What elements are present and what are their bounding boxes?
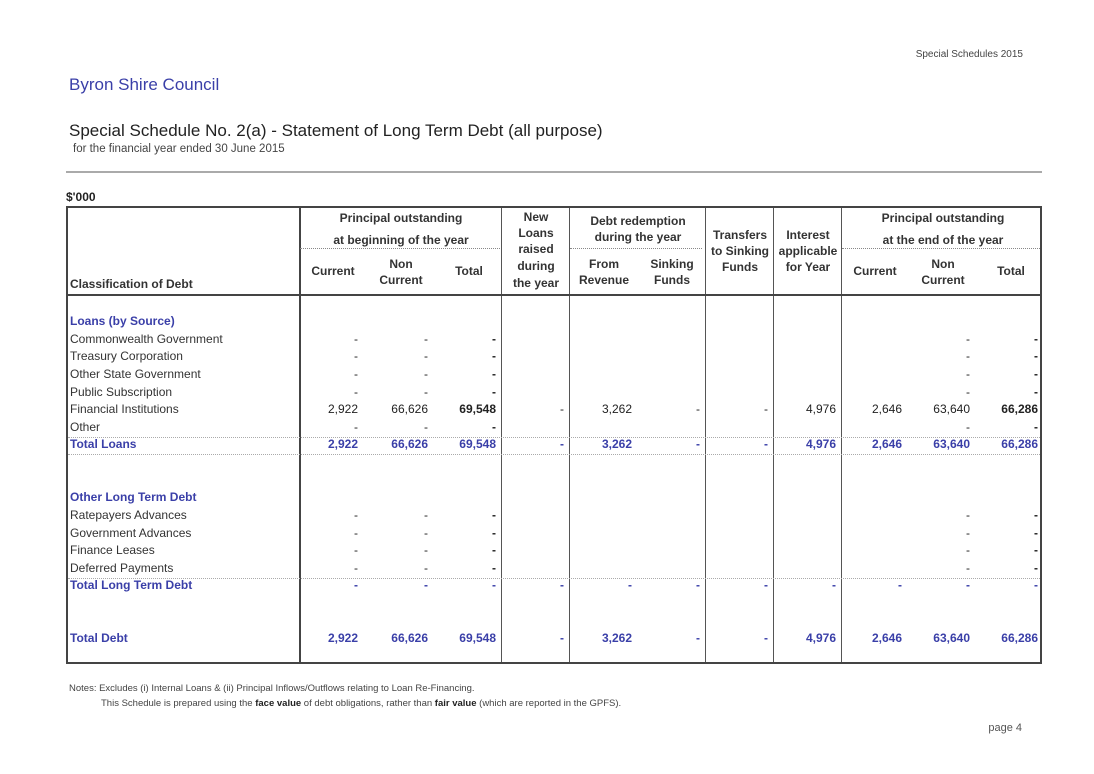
table-cell: - [424,543,428,557]
table-cell: - [354,508,358,522]
row-divider [68,437,1040,438]
notes-line-2 [101,698,621,709]
row-label: Commonwealth Government [70,332,223,346]
col-header-transfers-2: to Sinking [711,244,769,258]
table-cell: 66,626 [391,631,428,645]
table-cell: - [764,631,768,645]
col-header-interest-1: Interest [786,228,830,242]
table-cell: - [966,561,970,575]
notes-text: of debt obligations, rather than [301,698,435,709]
table-cell: 2,922 [327,402,358,416]
col-header-new-5: the year [512,276,560,290]
col-header-total: Total [455,264,483,278]
row-label: Total Long Term Debt [70,578,193,592]
col-header-sinking-2: Funds [654,273,690,287]
table-cell: - [424,578,428,592]
table-cell: - [898,578,902,592]
col-header-principal-end-1: Principal outstanding [881,211,1005,225]
col-header-transfers-3: Funds [722,260,758,274]
table-cell: - [560,437,564,451]
table-cell: 66,626 [391,437,428,451]
col-header-principal-begin-2: at beginning of the year [333,233,469,247]
table-cell: - [1034,508,1038,522]
notes-text: This Schedule is prepared using the [101,698,256,709]
debt-table [66,206,1042,664]
table-cell: - [966,543,970,557]
row-label: Other State Government [70,367,201,381]
table-cell: - [492,543,496,557]
table-cell: 63,640 [933,402,970,416]
col-header-interest-3: for Year [785,260,831,274]
table-cell: 4,976 [805,402,836,416]
col-header-non-current-2: Current [379,273,423,287]
row-divider [68,454,1040,455]
table-cell: 3,262 [601,631,632,645]
table-cell: 4,976 [805,437,836,451]
table-cell: - [424,508,428,522]
table-cell: 63,640 [933,631,970,645]
table-cell: 2,646 [871,402,902,416]
row-label: Other [70,420,101,434]
table-cell: - [1034,349,1038,363]
table-cell: - [424,332,428,346]
table-cell: - [354,367,358,381]
col-header-non-current-1: Non [389,257,413,271]
col-header-total-end: Total [997,264,1025,278]
row-label: Treasury Corporation [70,349,183,363]
table-cell: 2,922 [327,437,358,451]
table-cell: - [696,437,700,451]
col-divider [773,208,774,662]
table-cell: 69,548 [459,631,496,645]
table-cell: 69,548 [459,402,496,416]
row-label: Total Debt [70,631,128,645]
units-label: $'000 [66,190,96,204]
table-cell: - [966,349,970,363]
table-cell: - [492,332,496,346]
table-cell: - [628,578,632,592]
table-cell: 66,286 [1001,402,1038,416]
header-divider [842,248,1040,249]
table-cell: - [764,437,768,451]
table-cell: - [1034,578,1038,592]
table-cell: - [696,631,700,645]
table-cell: - [1034,367,1038,381]
table-cell: - [764,578,768,592]
col-header-new-4: during [517,259,555,273]
col-header-current: Current [311,264,355,278]
notes-line-1: Notes: Excludes (i) Internal Loans & (ii) Principal Inflows/Outflows relating to Loan Re-Financing. [69,683,475,694]
row-label: Deferred Payments [70,561,174,575]
table-cell: 66,286 [1001,631,1038,645]
page-number: page 4 [988,722,1022,734]
row-label: Finance Leases [70,543,155,557]
row-label: Public Subscription [70,385,173,399]
notes-text: (which are reported in the GPFS). [476,698,622,709]
row-label: Total Loans [70,437,137,451]
notes-emphasis: face value [255,698,302,709]
table-cell: - [1034,561,1038,575]
table-cell: 66,286 [1001,437,1038,451]
table-cell: - [354,332,358,346]
table-cell: - [424,420,428,434]
row-label: Ratepayers Advances [70,508,187,522]
header-divider [300,248,500,249]
table-cell: - [354,526,358,540]
section-loans: Loans (by Source) [70,314,175,328]
table-cell: - [560,402,564,416]
table-cell: - [492,508,496,522]
table-cell: 2,646 [871,437,902,451]
notes-emphasis: fair value [434,698,477,709]
table-cell: - [492,349,496,363]
table-cell: - [1034,526,1038,540]
table-cell: - [424,526,428,540]
table-cell: - [966,332,970,346]
col-header-principal-begin-1: Principal outstanding [339,211,463,225]
table-cell: - [966,526,970,540]
col-header-new-3: raised [518,242,554,256]
page-header: Special Schedules 2015 [915,49,1023,60]
table-cell: - [696,578,700,592]
table-cell: - [1034,332,1038,346]
table-cell: - [764,402,768,416]
schedule-title: Special Schedule No. 2(a) - Statement of Long Term Debt (all purpose) [69,121,603,140]
col-header-redemption-2: during the year [594,230,682,244]
table-cell: - [696,402,700,416]
col-header-classification: Classification of Debt [70,277,193,291]
table-cell: - [832,578,836,592]
col-header-interest-2: applicable [778,244,838,258]
table-cell: - [424,561,428,575]
table-cell: 2,646 [871,631,902,645]
table-cell: - [1034,385,1038,399]
table-cell: - [492,420,496,434]
table-cell: - [966,367,970,381]
row-divider [68,578,1040,579]
table-cell: - [424,367,428,381]
table-cell: - [492,526,496,540]
col-header-from-revenue-1: From [589,257,619,271]
col-header-redemption-1: Debt redemption [590,214,686,228]
header-bottom-rule [68,294,1040,296]
table-cell: - [492,578,496,592]
schedule-subtitle: for the financial year ended 30 June 2015 [73,143,285,155]
table-cell: - [492,367,496,381]
table-cell: - [424,385,428,399]
section-other-debt: Other Long Term Debt [70,490,197,504]
table-cell: - [354,578,358,592]
table-cell: - [966,508,970,522]
table-cell: 63,640 [933,437,970,451]
table-cell: 4,976 [805,631,836,645]
table-cell: 69,548 [459,437,496,451]
table-cell: - [354,385,358,399]
table-cell: 2,922 [327,631,358,645]
col-header-sinking-1: Sinking [650,257,694,271]
table-cell: - [1034,420,1038,434]
table-cell: - [966,578,970,592]
col-header-new-1: New [523,210,549,224]
table-cell: - [354,561,358,575]
table-cell: - [424,349,428,363]
table-cell: - [492,385,496,399]
table-cell: - [966,420,970,434]
table-cell: - [1034,543,1038,557]
table-cell: - [560,631,564,645]
col-header-new-2: Loans [518,226,554,240]
table-cell: - [966,385,970,399]
header-divider [570,248,702,249]
table-cell: - [354,420,358,434]
table-cell: - [492,561,496,575]
table-cell: - [354,349,358,363]
row-label: Government Advances [70,526,192,540]
col-header-principal-end-2: at the end of the year [882,233,1004,247]
organization-name: Byron Shire Council [69,75,220,94]
col-header-non-current-end-2: Current [921,273,965,287]
table-cell: - [354,543,358,557]
table-cell: 3,262 [601,402,632,416]
title-divider [66,171,1042,173]
col-header-current-end: Current [853,264,897,278]
col-header-from-revenue-2: Revenue [578,273,630,287]
table-cell: 3,262 [601,437,632,451]
col-header-non-current-end-1: Non [931,257,955,271]
row-label: Financial Institutions [70,402,179,416]
table-cell: 66,626 [391,402,428,416]
table-cell: - [560,578,564,592]
col-header-transfers-1: Transfers [712,228,768,242]
